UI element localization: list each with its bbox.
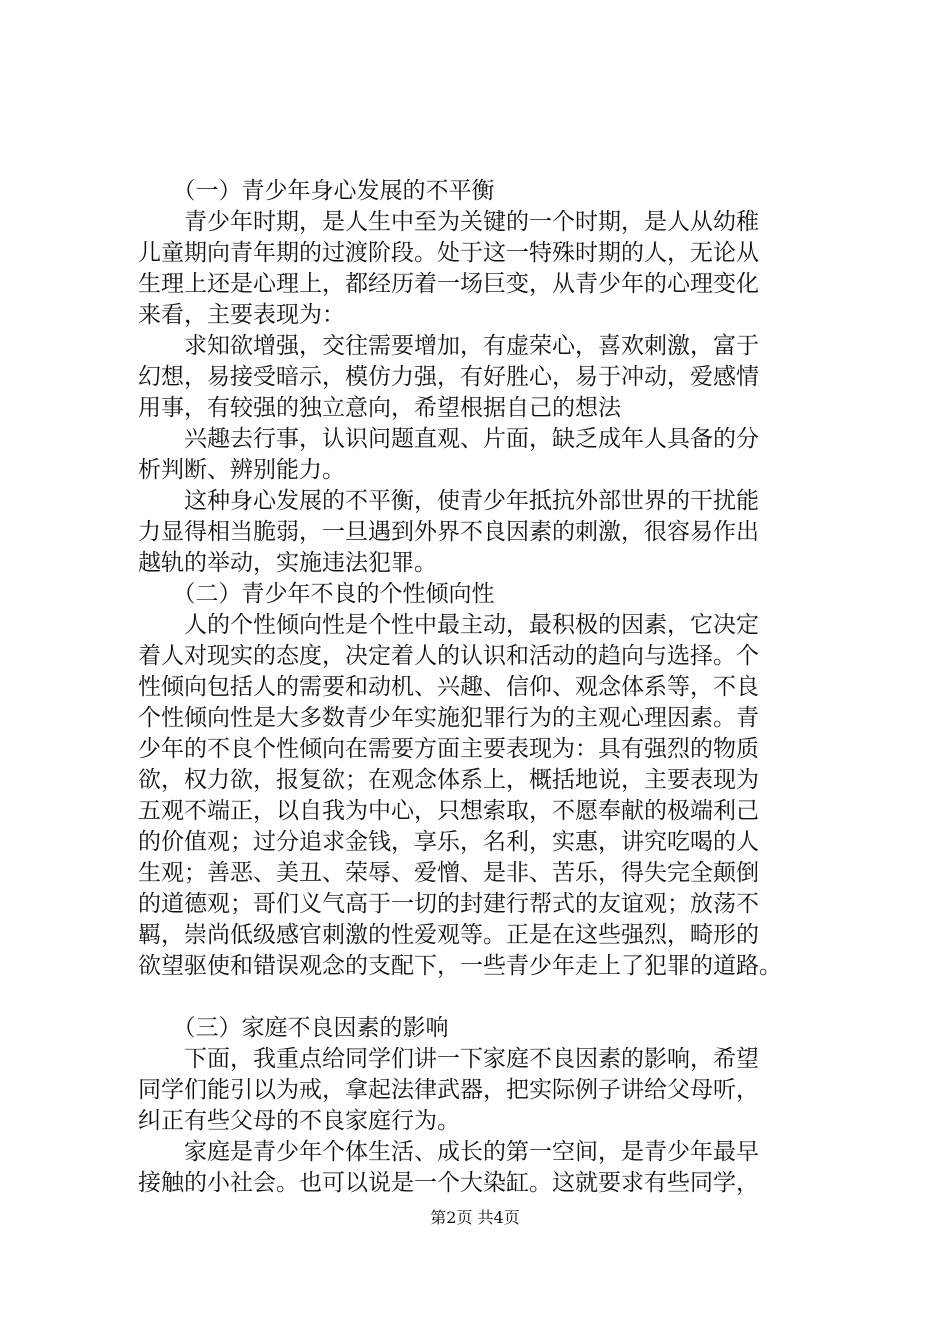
text-line: （二）青少年不良的个性倾向性 [138,581,495,607]
text-line: 欲，权力欲，报复欲；在观念体系上，概括地说，主要表现为 [138,767,759,793]
text-line: 生观；善恶、美丑、荣辱、爱憎、是非、苦乐，得失完全颠倒 [138,860,759,886]
text-line: 求知欲增强，交往需要增加，有虚荣心，喜欢刺激，富于 [138,333,759,359]
text-line: 析判断、辨别能力。 [138,457,345,483]
text-line: 青少年时期，是人生中至为关键的一个时期，是人从幼稚 [138,209,759,235]
text-line: 幻想，易接受暗示，模仿力强，有好胜心，易于冲动，爱感情 [138,364,759,390]
text-line: （一）青少年身心发展的不平衡 [138,178,495,204]
text-line: 力显得相当脆弱，一旦遇到外界不良因素的刺激，很容易作出 [138,519,759,545]
text-line: 接触的小社会。也可以说是一个大染缸。这就要求有些同学， [138,1170,759,1196]
text-line: 家庭是青少年个体生活、成长的第一空间，是青少年最早 [138,1139,759,1165]
text-line: 下面，我重点给同学们讲一下家庭不良因素的影响，希望 [138,1046,759,1072]
text-line: 越轨的举动，实施违法犯罪。 [138,550,437,576]
text-line: 纠正有些父母的不良家庭行为。 [138,1108,460,1134]
text-line: 羁，崇尚低级感官刺激的性爱观等。正是在这些强烈，畸形的 [138,922,759,948]
text-line: 来看，主要表现为： [138,302,345,328]
text-line: 兴趣去行事，认识问题直观、片面，缺乏成年人具备的分 [138,426,759,452]
text-line: 人的个性倾向性是个性中最主动，最积极的因素，它决定 [138,612,759,638]
text-line: 个性倾向性是大多数青少年实施犯罪行为的主观心理因素。青 [138,705,759,731]
text-line: 五观不端正，以自我为中心，只想索取，不愿奉献的极端利己 [138,798,759,824]
text-line: 性倾向包括人的需要和动机、兴趣、信仰、观念体系等，不良 [138,674,759,700]
text-line: （三）家庭不良因素的影响 [138,1015,449,1041]
text-line: 用事，有较强的独立意向，希望根据自己的想法 [138,395,621,421]
text-line: 的价值观；过分追求金钱，享乐，名利，实惠，讲究吃喝的人 [138,829,759,855]
text-line: 着人对现实的态度，决定着人的认识和活动的趋向与选择。个 [138,643,759,669]
paragraph-gap [138,982,838,1013]
text-line: 儿童期向青年期的过渡阶段。处于这一特殊时期的人，无论从 [138,240,759,266]
text-line: 欲望驱使和错误观念的支配下，一些青少年走上了犯罪的道路。 [138,953,782,979]
text-line: 生理上还是心理上，都经历着一场巨变，从青少年的心理变化 [138,271,759,297]
text-line: 这种身心发展的不平衡，使青少年抵抗外部世界的干扰能 [138,488,759,514]
text-line: 同学们能引以为戒，拿起法律武器，把实际例子讲给父母听， [138,1077,759,1103]
page-footer: 第2页 共4页 [430,1208,520,1227]
document-body [138,176,838,1199]
text-line: 的道德观；哥们义气高于一切的封建行帮式的友谊观；放荡不 [138,891,759,917]
text-line: 少年的不良个性倾向在需要方面主要表现为：具有强烈的物质 [138,736,759,762]
